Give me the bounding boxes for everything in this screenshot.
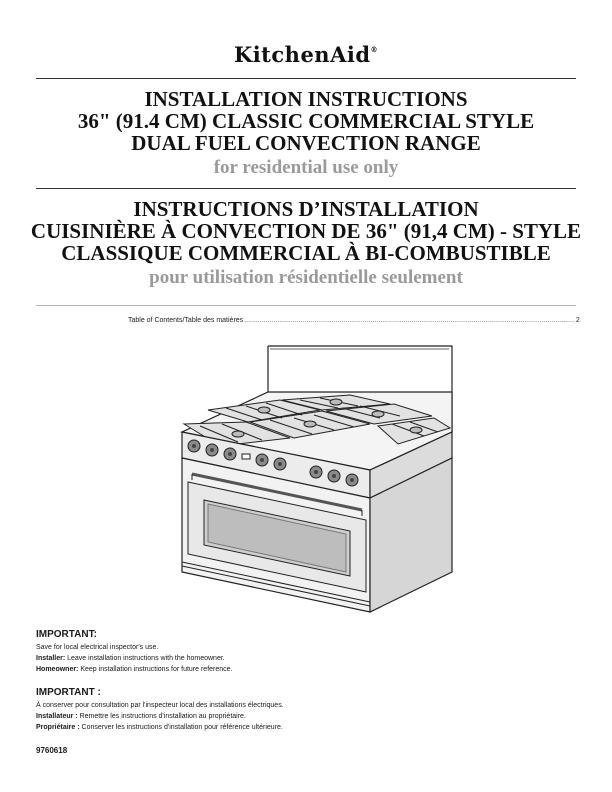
important-line-en: Save for local electrical inspector's use.	[36, 644, 159, 651]
important-line-fr: À conserver pour consultation par l'inspecteur local des installations électriques.	[36, 702, 284, 709]
installer-note-fr	[36, 711, 576, 722]
subtitle-fr: pour utilisation résidentielle seulement	[149, 267, 463, 288]
toc-leader-dots: ..........................................................................................................................................................................	[244, 317, 575, 324]
installer-label-fr: Installateur :	[36, 713, 78, 720]
homeowner-text-en: Keep installation instructions for future reference.	[78, 666, 233, 673]
toc-page-number: 2	[575, 317, 580, 324]
owner-text-fr: Conserver les instructions d'installation pour référence ultérieure.	[79, 724, 283, 731]
installer-note-en	[36, 653, 576, 664]
divider-bottom	[36, 305, 576, 306]
title-fr-line3: CLASSIQUE COMMERCIAL À BI-COMBUSTIBLE	[61, 241, 551, 265]
brand-logo	[0, 42, 612, 67]
range-illustration	[170, 340, 470, 620]
divider-top	[36, 78, 576, 79]
important-heading-fr: IMPORTANT :	[36, 687, 101, 698]
title-fr-line2: CUISINIÈRE À CONVECTION DE 36" (91,4 CM) - STYLE	[30, 219, 582, 243]
title-en-line3: DUAL FUEL CONVECTION RANGE	[131, 131, 481, 155]
important-notice-fr	[36, 687, 576, 733]
title-en-line1: INSTALLATION INSTRUCTIONS	[144, 87, 468, 111]
important-notice-en	[36, 629, 576, 675]
installer-text-en: Leave installation instructions with the homeowner.	[65, 655, 225, 662]
registered-mark: ®	[370, 45, 379, 54]
installer-text-fr: Remettre les instructions d'installation au propriétaire.	[77, 713, 246, 720]
part-number: 9760618	[36, 746, 68, 755]
brand-name: KitchenAid	[233, 42, 371, 67]
installer-label-en: Installer:	[36, 655, 66, 662]
toc-entry[interactable]	[128, 317, 580, 324]
title-en-line2: 36" (91.4 CM) CLASSIC COMMERCIAL STYLE	[77, 109, 535, 133]
homeowner-label-en: Homeowner:	[36, 666, 79, 673]
subtitle-en: for residential use only	[213, 157, 399, 178]
owner-note-fr	[36, 722, 576, 733]
toc-label: Table of Contents/Table des matières	[128, 317, 244, 324]
divider-middle	[36, 188, 576, 189]
title-fr-line1: INSTRUCTIONS D’INSTALLATION	[133, 197, 479, 221]
important-heading-en: IMPORTANT:	[36, 629, 97, 640]
homeowner-note-en	[36, 664, 576, 675]
owner-label-fr: Propriétaire :	[36, 724, 80, 731]
